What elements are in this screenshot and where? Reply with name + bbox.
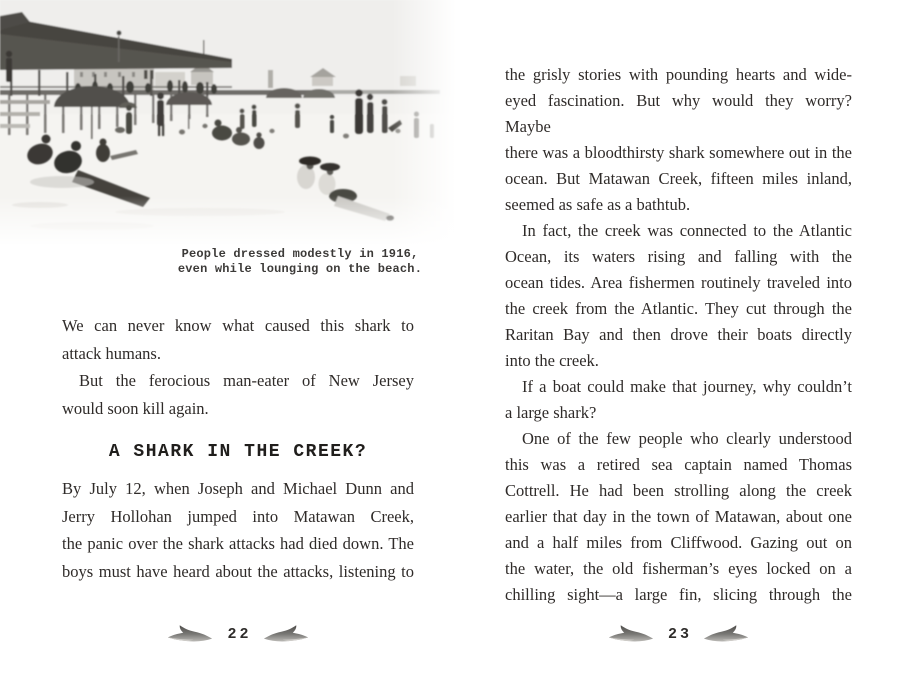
text-line: Jerry Hollohan jumped into Matawan Creek, <box>62 506 414 526</box>
beach-photo <box>0 0 456 246</box>
text-line: would soon kill again. <box>62 398 209 418</box>
text-line: If a boat could make that journey, why couldn’t <box>522 377 852 396</box>
photo-caption <box>140 247 460 277</box>
text-line: But the ferocious man-eater of New Jersey <box>79 371 414 390</box>
text-line: By July 12, when Joseph and Michael Dunn and <box>62 479 414 498</box>
photo-caption-line2: even while lounging on the beach. <box>177 262 423 276</box>
left-page-footer <box>62 622 414 646</box>
section-heading: A SHARK IN THE CREEK? <box>108 442 368 462</box>
right-page-text <box>505 62 852 608</box>
shark-fin-icon <box>167 624 213 644</box>
text-line: Cottrell. He had been strolling along the creek <box>505 481 852 500</box>
left-page-text <box>62 312 414 585</box>
shark-fin-icon <box>608 624 654 644</box>
page-number-left: 22 <box>227 625 252 643</box>
text-line: We can never know what caused this shark to <box>62 316 414 335</box>
text-line: Raritan Bay and then drove their boats directly <box>505 325 852 344</box>
text-line: this was a retired sea captain named Thomas <box>505 455 852 474</box>
text-line: chilling sight—a large fin, slicing through the <box>505 585 852 604</box>
text-line: and a half miles from Cliffwood. Gazing out on <box>505 533 852 552</box>
photo-caption-line1: People dressed modestly in 1916, <box>181 247 419 261</box>
text-line: boys must have heard about the attacks, listening to <box>62 561 414 581</box>
text-line: attack humans. <box>62 343 161 363</box>
text-line: the grisly stories with pounding hearts and wide- <box>505 65 852 84</box>
text-line: Ocean, its waters rising and falling with the <box>505 247 852 266</box>
text-line: In fact, the creek was connected to the Atlantic <box>522 221 852 240</box>
text-line: there was a bloodthirsty shark somewhere out in the <box>505 143 852 162</box>
text-line: the water, the old fisherman’s eyes locked on a <box>505 559 852 578</box>
shark-fin-icon <box>263 624 309 644</box>
right-page-footer <box>505 622 852 646</box>
text-line: earlier that day in the town of Matawan, about one <box>505 507 852 526</box>
text-line: One of the few people who clearly understood <box>522 429 852 448</box>
right-page <box>450 0 900 690</box>
text-line: into the creek. <box>505 351 599 370</box>
text-line: the creek from the Atlantic. They cut through the <box>505 299 852 318</box>
text-line: eyed fascination. But why would they worry? Maybe <box>505 91 852 136</box>
text-line: the panic over the shark attacks had died down. The <box>62 534 414 553</box>
left-body-paragraph <box>62 475 414 585</box>
text-line: ocean tides. Area fishermen routinely traveled into <box>505 273 852 292</box>
text-line: ocean. But Matawan Creek, fifteen miles inland, <box>505 169 852 188</box>
text-line: seemed as safe as a bathtub. <box>505 195 691 214</box>
page-number-right: 23 <box>667 625 692 643</box>
text-line: a large shark? <box>505 403 597 422</box>
shark-fin-icon <box>703 624 749 644</box>
left-intro-paragraphs <box>62 312 414 422</box>
